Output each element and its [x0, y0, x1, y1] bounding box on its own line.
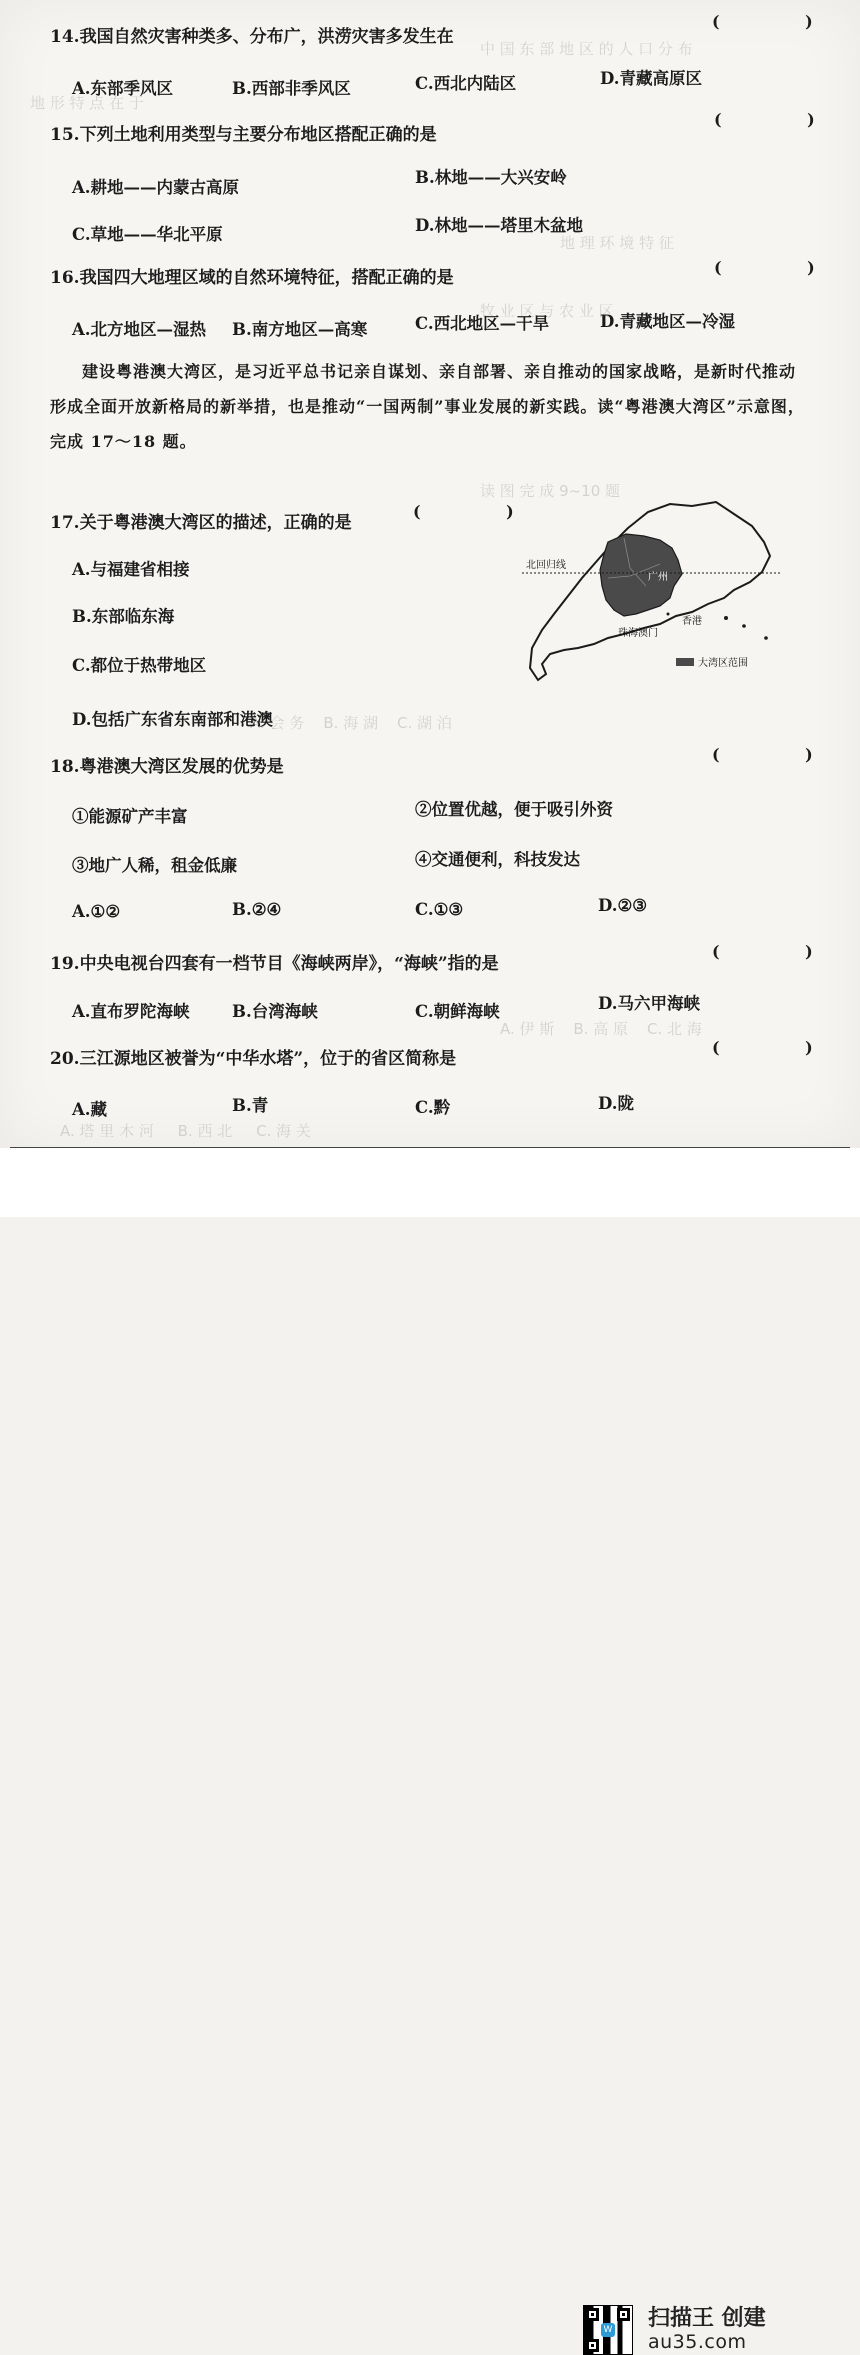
- option-18c: C.①③: [415, 900, 464, 919]
- option-18d: D.②③: [598, 896, 648, 915]
- option-17d: D.包括广东省东南部和港澳: [72, 710, 273, 729]
- island-dot: [667, 613, 670, 616]
- answer-bracket-15[interactable]: ( ): [714, 110, 855, 129]
- option-17c: C.都位于热带地区: [72, 656, 207, 675]
- zhuhai-macau-label: 珠海澳门: [618, 628, 658, 639]
- answer-bracket-18[interactable]: ( ): [712, 745, 853, 764]
- option-20b: B.青: [232, 1096, 269, 1115]
- greater-bay-area-map: [520, 498, 790, 693]
- exam-page: [0, 0, 860, 1148]
- option-15b: B.林地——大兴安岭: [415, 168, 567, 187]
- option-19d: D.马六甲海峡: [598, 994, 700, 1013]
- option-15a: A.耕地——内蒙古高原: [72, 178, 240, 197]
- scanner-brand: 扫描王 创建: [648, 2306, 766, 2331]
- option-18a: A.①②: [72, 902, 121, 921]
- statement-2: ②位置优越，便于吸引外资: [415, 800, 613, 819]
- reading-passage: 建设粤港澳大湾区，是习近平总书记亲自谋划、亲自部署、亲自推动的国家战略，是新时代推动形成全面开放新格局的新举措，也是推动“一国两制”事业发展的新实践。读“粤港澳大湾区”示意图，完成 17～18 题。: [50, 362, 805, 451]
- scanner-badge-icon: W: [601, 2323, 615, 2337]
- option-20a: A.藏: [72, 1100, 108, 1119]
- bleed-through-text: A. 塔 里 木 河 B. 西 北 C. 海 关: [60, 1122, 311, 1140]
- bleed-through-text: 读 图 完 成 9~10 题: [480, 482, 621, 500]
- option-14c: C.西北内陆区: [415, 74, 517, 93]
- option-17b: B.东部临东海: [72, 607, 175, 626]
- bleed-through-text: A. 会 务 B. 海 湖 C. 湖 泊: [250, 714, 452, 732]
- bleed-through-text: 牧 业 区 与 农 业 区: [480, 302, 614, 320]
- answer-bracket-14[interactable]: ( ): [712, 12, 853, 31]
- option-20d: D.陇: [598, 1094, 634, 1113]
- bleed-through-text: 地 形 特 点 在 于: [30, 94, 144, 112]
- option-15d: D.林地——塔里木盆地: [415, 216, 583, 235]
- bleed-through-text: A. 伊 斯 B. 高 原 C. 北 海: [500, 1020, 702, 1038]
- option-14d: D.青藏高原区: [600, 69, 702, 88]
- question-17-stem: 17.关于粤港澳大湾区的描述，正确的是: [50, 513, 352, 533]
- bleed-through-text: 中 国 东 部 地 区 的 人 口 分 布: [480, 40, 693, 58]
- island-dot: [764, 636, 768, 640]
- option-17a: A.与福建省相接: [72, 560, 190, 579]
- question-16-stem: 16.我国四大地理区域的自然环境特征，搭配正确的是: [50, 268, 454, 288]
- option-14b: B.西部非季风区: [232, 79, 351, 98]
- legend-label: 大湾区范围: [698, 658, 748, 669]
- option-15c: C.草地——华北平原: [72, 225, 223, 244]
- option-18b: B.②④: [232, 900, 282, 919]
- option-16c: C.西北地区—干旱: [415, 314, 550, 333]
- answer-bracket-19[interactable]: ( ): [712, 942, 853, 961]
- statement-1: ①能源矿产丰富: [72, 807, 188, 826]
- statement-4: ④交通便利，科技发达: [415, 850, 580, 869]
- scanner-site-link[interactable]: au35.com: [648, 2331, 747, 2353]
- qr-code-icon[interactable]: [583, 2305, 633, 2355]
- option-19b: B.台湾海峡: [232, 1002, 318, 1021]
- hongkong-label: 香港: [682, 616, 702, 627]
- answer-bracket-16[interactable]: ( ): [714, 258, 855, 277]
- question-18-stem: 18.粤港澳大湾区发展的优势是: [50, 757, 284, 777]
- option-16a: A.北方地区—湿热: [72, 320, 207, 339]
- question-15-stem: 15.下列土地利用类型与主要分布地区搭配正确的是: [50, 125, 437, 145]
- answer-bracket-20[interactable]: ( ): [712, 1038, 853, 1057]
- option-19c: C.朝鲜海峡: [415, 1002, 500, 1021]
- option-20c: C.黔: [415, 1098, 451, 1117]
- option-19a: A.直布罗陀海峡: [72, 1002, 190, 1021]
- question-20-stem: 20.三江源地区被誉为“中华水塔”，位于的省区简称是: [50, 1049, 457, 1069]
- answer-bracket-17[interactable]: ( ): [413, 502, 554, 521]
- island-dot: [742, 624, 746, 628]
- question-14-stem: 14.我国自然灾害种类多、分布广，洪涝灾害多发生在: [50, 27, 454, 47]
- option-16d: D.青藏地区—冷湿: [600, 312, 735, 331]
- guangzhou-label: 广州: [648, 572, 668, 583]
- legend-swatch: [676, 658, 694, 666]
- island-dot: [724, 616, 728, 620]
- scanner-footer: [0, 1148, 860, 2353]
- bleed-through-text: 地 理 环 境 特 征: [560, 234, 674, 252]
- statement-3: ③地广人稀，租金低廉: [72, 856, 237, 875]
- option-16b: B.南方地区—高寒: [232, 320, 368, 339]
- tropic-label: 北回归线: [526, 560, 566, 571]
- question-19-stem: 19.中央电视台四套有一档节目《海峡两岸》，“海峡”指的是: [50, 954, 499, 974]
- option-14a: A.东部季风区: [72, 79, 174, 98]
